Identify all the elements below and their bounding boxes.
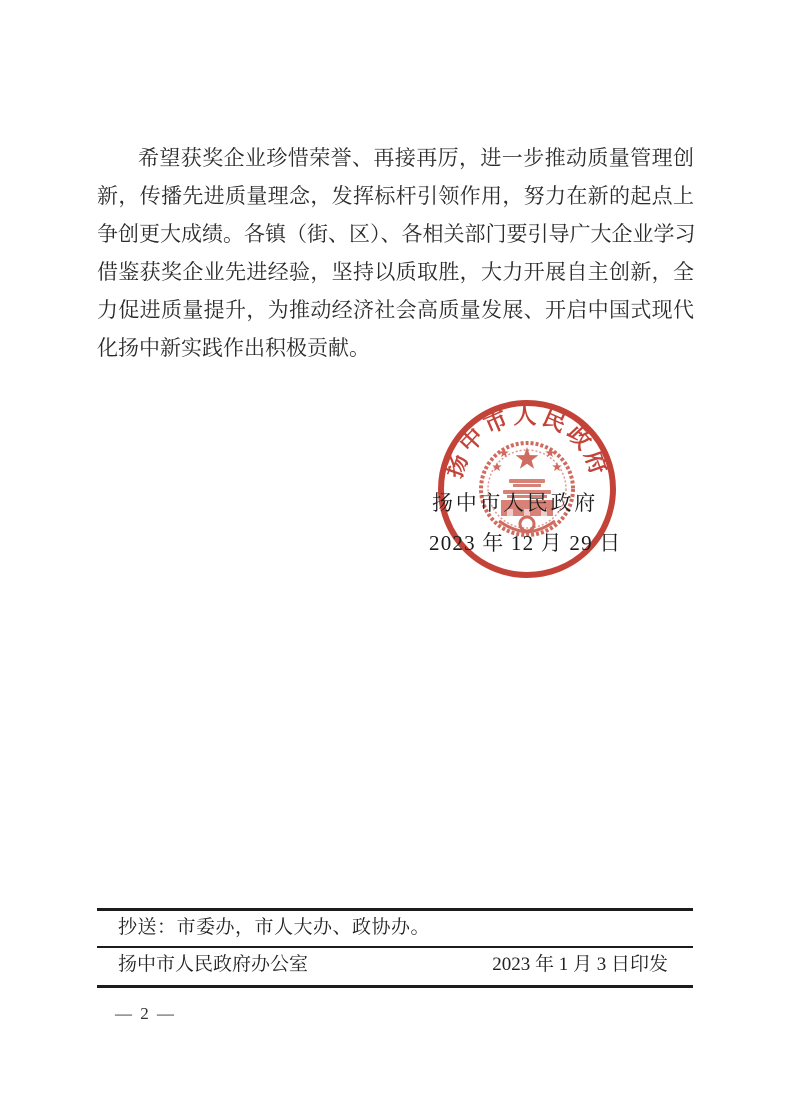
issuing-office: 扬中市人民政府办公室 (118, 954, 309, 975)
print-date: 2023 年 1 月 3 日印发 (492, 954, 668, 975)
cc-line: 抄送：市委办，市人大办、政协办。 (118, 917, 431, 938)
seal-arc-text: 扬中市人民政府 (441, 402, 613, 482)
body-line: 争创更大成绩。各镇（街、区）、各相关部门要引导广大企业学习 (97, 222, 696, 246)
footer-rule-top (97, 908, 693, 911)
body-line: 借鉴获奖企业先进经验，坚持以质取胜，大力开展自主创新，全 (97, 260, 694, 284)
emblem-small-star (492, 462, 502, 471)
footer-rule-middle (97, 946, 693, 948)
footer-rule-bottom (97, 985, 693, 988)
signature-date: 2023 年 12 月 29 日 (429, 531, 622, 555)
official-seal (427, 389, 627, 589)
body-paragraph (97, 139, 694, 367)
emblem-big-star (516, 447, 539, 469)
page-number: — 2 — (115, 1004, 176, 1023)
body-line: 希望获奖企业珍惜荣誉、再接再厉，进一步推动质量管理创 (138, 146, 694, 170)
body-line: 新，传播先进质量理念，发挥标杆引领作用，努力在新的起点上 (97, 184, 694, 208)
body-line: 力促进质量提升，为推动经济社会高质量发展、开启中国式现代 (97, 298, 694, 322)
signature-issuer: 扬中市人民政府 (432, 491, 598, 515)
national-emblem (481, 443, 573, 535)
issuer-row (118, 953, 668, 977)
body-line: 化扬中新实践作出积极贡献。 (97, 336, 370, 360)
emblem-gear (520, 517, 534, 531)
